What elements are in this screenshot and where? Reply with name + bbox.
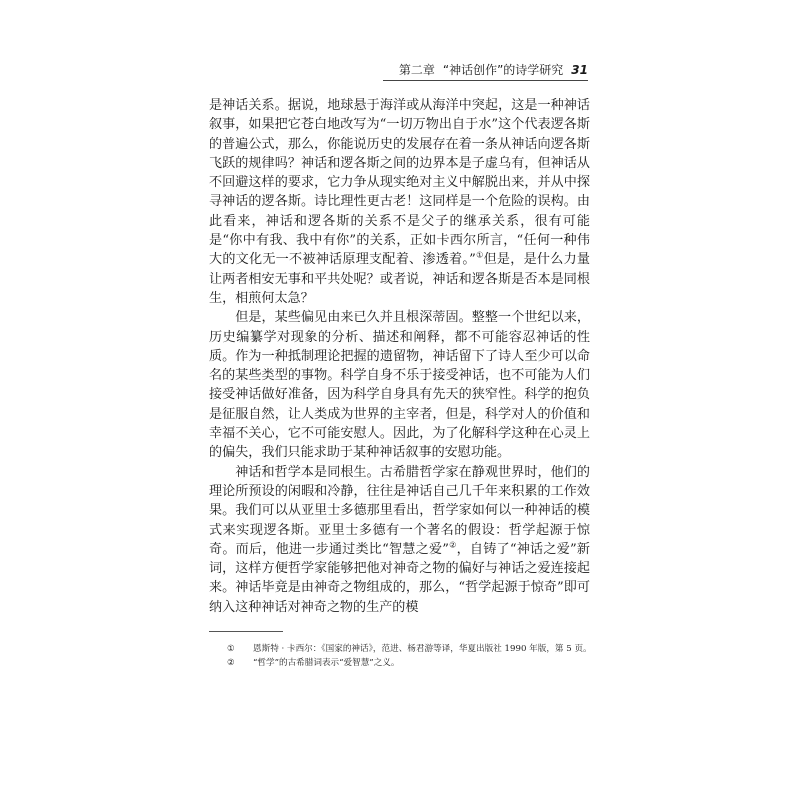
footnote-2: [227, 656, 597, 670]
footnote-rule: [209, 631, 283, 632]
paragraph-3: [209, 463, 590, 617]
footnote-text: “哲学”的古希腊词表示“爱智慧”之义。: [253, 658, 400, 668]
footnote-ref-1: ①: [475, 251, 484, 261]
header-rule: [383, 80, 588, 81]
page-number: 31: [571, 63, 588, 77]
footnotes: [227, 642, 597, 670]
footnote-ref-2: ②: [448, 540, 457, 550]
text-run: 但是，某些偏见由来已久并且根深蒂固。整整一个世纪以来，历史编纂学对现象的分析、描述和阐释，都不可能容忍神话的性质。作为一种抵制理论把握的遗留物，神话留下了诗人至少可以命名的某些类型的事物。科学自身不乐于接受神话，也不可能为人们接受神话做好准备，因为科学自身具有先天的狭窄性。科学的抱负是征服自然，让人类成为世界的主宰者，但是，科学对人的价值和幸福不关心，它不可能安慰人。因此，为了化解科学这种在心灵上的偏失，我们只能求助于某种神话叙事的安慰功能。: [209, 310, 590, 461]
footnote-1: [227, 642, 597, 656]
header-chapter: 第二章: [398, 63, 435, 77]
paragraph-1: [209, 96, 590, 308]
text-run: 神话和哲学本是同根生。古希腊哲学家在静观世界时，他们的理论所预设的闲暇和冷静，往往是神话自己几千年来积累的工作效果。我们可以从亚里士多德那里看出，哲学家如何以一种神话的模式来实现逻各斯。亚里士多德有一个著名的假设：哲学起源于惊奇。而后，他进一步通过类比“智慧之爱”: [209, 464, 590, 557]
text-run: 是神话关系。据说，地球悬于海洋或从海洋中突起，这是一种神话叙事，如果把它苍白地改写为“一切万物出自于水”这个代表逻各斯的普遍公式，那么，你能说历史的发展存在着一条从神话向逻各斯飞跃的规律吗？神话和逻各斯之间的边界本是子虚乌有，但神话从不回避这样的要求，它力争从现实绝对主义中解脱出来，并从中探寻神话的逻各斯。诗比理性更古老！这同样是一个危险的误构。由此看来，神话和逻各斯的关系不是父子的继承关系，很有可能是“你中有我、我中有你”的关系，正如卡西尔所言，“任何一种伟大的文化无一不被神话原理支配着、渗透着。”: [209, 98, 590, 268]
paragraph-2: [209, 308, 590, 462]
text-run: ，自铸了“神话之爱”新词，这样方便哲学家能够把他对神奇之物的偏好与神话之爱连接起来。神话毕竟是由神奇之物组成的，那么，“哲学起源于惊奇”即可纳入这种神话对神奇之物的生产的模: [209, 541, 591, 615]
header-title: “神话创作”的诗学研究: [442, 63, 564, 77]
text-run: 但是，是什么力量让两者相安无事和平共处呢？或者说，神话和逻各斯是否本是同根生，相煎何太急？: [209, 252, 591, 306]
running-header: [380, 63, 588, 77]
footnote-mark: ②: [227, 658, 235, 668]
footnote-mark: ①: [227, 644, 235, 654]
body-text: [209, 96, 590, 617]
footnote-text: 恩斯特 · 卡西尔：《国家的神话》，范进、杨君游等译，华夏出版社 1990 年版，第 5 页。: [253, 644, 592, 654]
